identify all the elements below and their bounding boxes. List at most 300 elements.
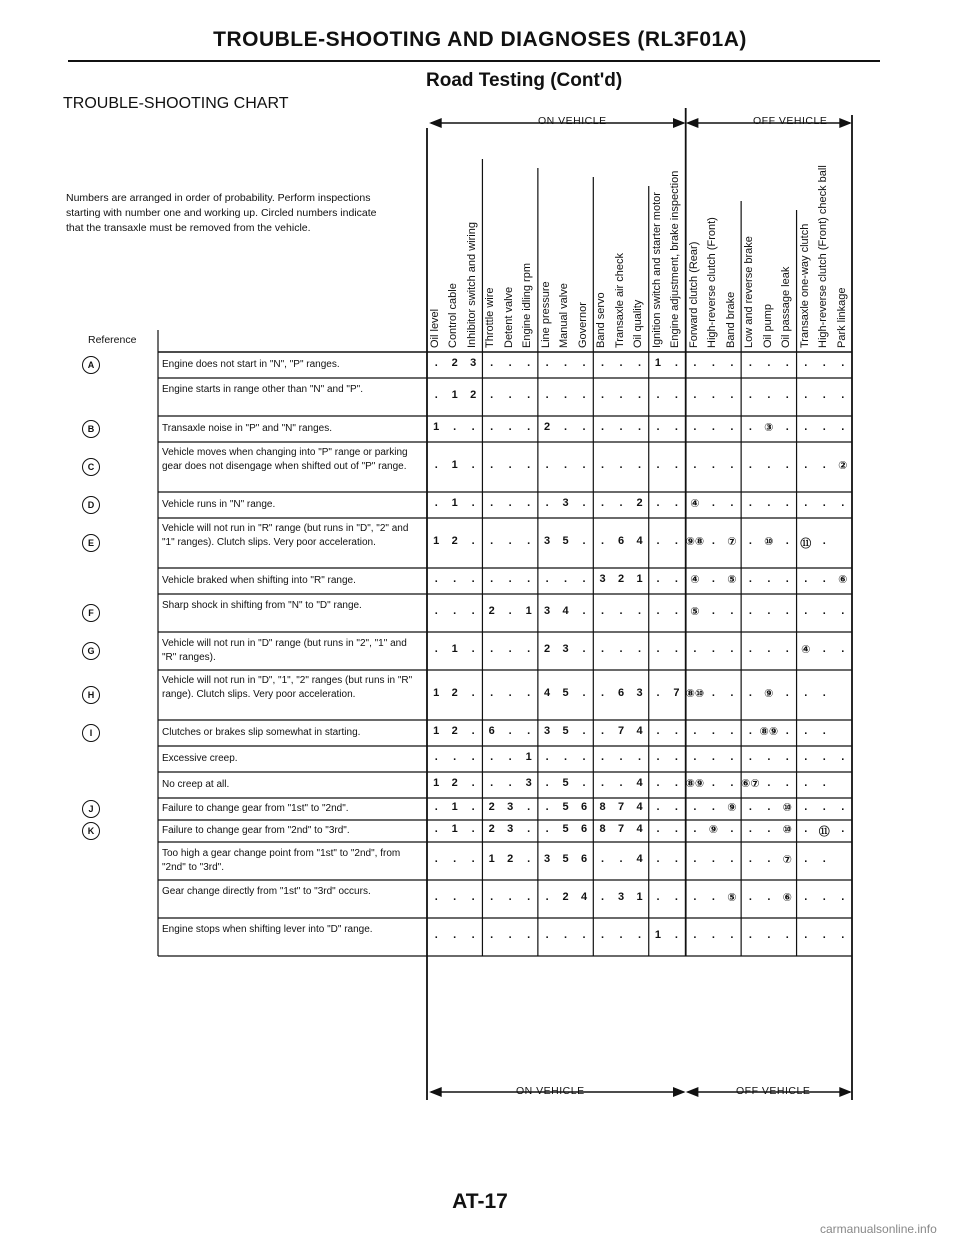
- table-cell: .: [545, 801, 549, 813]
- band-arrow-head: [431, 1088, 441, 1096]
- column-header: Manual valve: [558, 283, 571, 348]
- table-cell: .: [508, 573, 512, 585]
- table-cell: .: [748, 573, 752, 585]
- table-cell: .: [490, 459, 494, 471]
- table-cell: .: [527, 929, 531, 941]
- table-cell: .: [693, 929, 697, 941]
- table-cell: ⑤: [727, 892, 737, 904]
- table-cell: .: [471, 777, 475, 789]
- table-cell: 3: [544, 535, 551, 547]
- table-cell: .: [804, 605, 808, 617]
- table-cell: .: [564, 751, 568, 763]
- table-cell: .: [527, 687, 531, 699]
- table-cell: .: [822, 801, 826, 813]
- table-cell: 1: [451, 801, 458, 813]
- symptom-text: Gear change directly from "1st" to "3rd" occurs.: [162, 886, 371, 897]
- off-vehicle-band-bottom: OFF VEHICLE: [736, 1085, 811, 1097]
- table-cell: .: [490, 535, 494, 547]
- table-cell: .: [656, 891, 660, 903]
- table-cell: .: [434, 929, 438, 941]
- table-cell: .: [656, 725, 660, 737]
- table-cell: 3: [562, 643, 569, 655]
- table-cell: .: [730, 929, 734, 941]
- table-cell: .: [730, 853, 734, 865]
- symptom-text: Engine stops when shifting lever into "D" range.: [162, 924, 373, 935]
- column-header: Oil passage leak: [780, 266, 793, 348]
- table-cell: .: [453, 891, 457, 903]
- table-cell: .: [601, 459, 605, 471]
- table-cell: .: [674, 725, 678, 737]
- table-cell: .: [601, 687, 605, 699]
- table-cell: .: [841, 389, 845, 401]
- table-cell: 1: [488, 853, 495, 865]
- table-cell: .: [841, 497, 845, 509]
- table-cell: .: [804, 751, 808, 763]
- table-cell: .: [527, 725, 531, 737]
- table-cell: 6: [488, 725, 495, 737]
- row-reference-badge: F: [82, 604, 100, 622]
- table-cell: .: [434, 459, 438, 471]
- table-cell: .: [508, 421, 512, 433]
- table-cell: .: [693, 421, 697, 433]
- table-cell: .: [582, 421, 586, 433]
- table-cell: .: [471, 497, 475, 509]
- table-cell: .: [637, 751, 642, 763]
- table-cell: .: [711, 459, 715, 471]
- table-cell: .: [767, 605, 771, 617]
- table-cell: .: [674, 573, 678, 585]
- column-header: Detent valve: [502, 286, 515, 348]
- symptom-text: Vehicle runs in "N" range.: [162, 499, 276, 510]
- table-cell: .: [582, 725, 586, 737]
- table-cell: .: [582, 643, 586, 655]
- table-cell: .: [711, 573, 715, 585]
- table-cell: ④: [690, 574, 700, 586]
- table-cell: .: [785, 535, 789, 547]
- table-cell: .: [804, 823, 808, 835]
- table-cell: .: [711, 357, 715, 369]
- table-cell: .: [656, 801, 660, 813]
- table-cell: .: [822, 605, 826, 617]
- table-cell: .: [619, 421, 623, 433]
- band-arrow-head: [431, 119, 441, 127]
- column-header: Inhibitor switch and wiring: [465, 222, 478, 348]
- table-cell: .: [804, 929, 808, 941]
- table-cell: .: [656, 605, 660, 617]
- table-cell: 5: [562, 777, 569, 789]
- table-cell: .: [822, 777, 826, 789]
- table-cell: ③: [764, 422, 774, 434]
- table-cell: 7: [617, 725, 625, 737]
- table-cell: .: [527, 421, 531, 433]
- table-cell: .: [656, 777, 660, 789]
- table-cell: .: [674, 421, 678, 433]
- symptom-text: Vehicle braked when shifting into "R" range.: [162, 575, 356, 586]
- table-cell: .: [693, 459, 697, 471]
- on-vehicle-band-bottom: ON VEHICLE: [516, 1085, 585, 1097]
- table-cell: 1: [451, 823, 458, 835]
- table-cell: 5: [562, 801, 569, 813]
- table-cell: .: [471, 751, 475, 763]
- column-header: High-reverse clutch (Front) check ball: [817, 165, 830, 348]
- table-cell: .: [508, 777, 512, 789]
- table-cell: .: [582, 573, 586, 585]
- table-cell: .: [434, 853, 438, 865]
- table-cell: 6: [581, 853, 588, 865]
- table-cell: .: [637, 421, 642, 433]
- symptom-text: Engine does not start in "N", "P" ranges.: [162, 359, 340, 370]
- table-cell: .: [767, 751, 771, 763]
- table-cell: .: [490, 687, 494, 699]
- table-cell: .: [711, 801, 715, 813]
- table-cell: .: [822, 497, 826, 509]
- table-cell: 1: [433, 535, 440, 547]
- table-cell: .: [490, 421, 494, 433]
- table-cell: .: [637, 605, 642, 617]
- table-cell: .: [785, 459, 789, 471]
- table-cell: .: [490, 573, 494, 585]
- column-header: Control cable: [447, 283, 460, 348]
- table-cell: .: [693, 751, 697, 763]
- table-cell: 2: [544, 421, 551, 433]
- table-cell: .: [434, 891, 438, 903]
- column-header: Forward clutch (Rear): [687, 241, 700, 348]
- column-header: Oil level: [429, 308, 441, 348]
- table-cell: .: [748, 389, 752, 401]
- table-cell: .: [841, 801, 845, 813]
- table-cell: 5: [562, 823, 569, 835]
- table-cell: ⑧⑨: [685, 778, 705, 790]
- table-cell: .: [601, 421, 605, 433]
- table-cell: .: [822, 389, 826, 401]
- table-cell: .: [545, 929, 549, 941]
- row-reference-badge: B: [82, 420, 100, 438]
- table-cell: .: [434, 823, 438, 835]
- table-cell: .: [804, 389, 808, 401]
- table-cell: ②: [838, 460, 848, 472]
- table-cell: .: [508, 725, 512, 737]
- table-cell: .: [711, 497, 715, 509]
- symptom-text: Vehicle moves when changing into "P" range or parking gear does not disengage when shifted out of "P" range.: [162, 447, 408, 472]
- table-cell: .: [471, 605, 475, 617]
- table-cell: 1: [433, 777, 440, 789]
- table-cell: .: [804, 725, 808, 737]
- band-arrow-head: [674, 119, 684, 127]
- table-cell: 7: [617, 823, 625, 835]
- table-cell: .: [656, 853, 660, 865]
- symptom-text: Excessive creep.: [162, 753, 238, 764]
- table-cell: 4: [562, 605, 569, 617]
- table-cell: .: [767, 573, 771, 585]
- row-reference-badge: K: [82, 822, 100, 840]
- table-cell: ⑦: [782, 854, 792, 866]
- table-cell: ⑧⑩: [685, 688, 705, 700]
- table-cell: 3: [544, 605, 551, 617]
- row-reference-badge: A: [82, 356, 100, 374]
- table-cell: .: [601, 357, 605, 369]
- table-cell: .: [619, 751, 623, 763]
- table-cell: .: [730, 823, 734, 835]
- table-cell: .: [564, 459, 568, 471]
- table-cell: 3: [636, 687, 643, 699]
- table-cell: .: [767, 643, 771, 655]
- table-cell: .: [785, 687, 789, 699]
- table-cell: .: [434, 497, 438, 509]
- table-cell: 1: [451, 643, 458, 655]
- table-cell: .: [564, 421, 568, 433]
- table-cell: .: [582, 929, 586, 941]
- table-cell: .: [674, 929, 678, 941]
- table-cell: .: [804, 357, 808, 369]
- table-cell: .: [508, 891, 512, 903]
- table-cell: .: [841, 823, 845, 835]
- table-cell: .: [545, 357, 549, 369]
- table-cell: .: [804, 687, 808, 699]
- table-cell: .: [601, 535, 605, 547]
- page-header-title: TROUBLE-SHOOTING AND DIAGNOSES (RL3F01A): [213, 28, 747, 51]
- table-cell: .: [619, 605, 623, 617]
- table-cell: .: [564, 573, 568, 585]
- table-cell: .: [637, 389, 642, 401]
- column-header: Band servo: [595, 292, 608, 348]
- table-cell: .: [785, 605, 789, 617]
- table-cell: .: [693, 823, 697, 835]
- table-cell: 1: [451, 389, 458, 401]
- table-cell: .: [527, 497, 531, 509]
- table-cell: .: [508, 929, 512, 941]
- table-cell: .: [527, 573, 531, 585]
- table-cell: 4: [636, 801, 643, 813]
- table-cell: 2: [451, 357, 458, 369]
- table-cell: .: [434, 357, 438, 369]
- table-cell: ⑧⑨: [759, 726, 779, 738]
- band-arrow-head: [840, 119, 850, 127]
- table-cell: 4: [544, 687, 551, 699]
- chart-title: TROUBLE-SHOOTING CHART: [63, 95, 289, 112]
- table-cell: .: [453, 421, 457, 433]
- table-cell: .: [748, 891, 752, 903]
- table-cell: .: [785, 751, 789, 763]
- symptom-text: Failure to change gear from "2nd" to "3rd".: [162, 825, 350, 836]
- table-cell: .: [656, 389, 660, 401]
- band-arrow-head: [688, 1088, 698, 1096]
- reference-label: Reference: [88, 334, 137, 346]
- table-cell: 6: [617, 535, 625, 547]
- row-reference-badge: G: [82, 642, 100, 660]
- on-vehicle-band-top: ON VEHICLE: [538, 115, 607, 127]
- table-cell: .: [674, 823, 678, 835]
- column-header: Engine adjustment, brake inspection: [669, 170, 682, 348]
- table-cell: .: [508, 535, 512, 547]
- table-cell: 2: [451, 535, 458, 547]
- table-cell: .: [711, 751, 715, 763]
- table-cell: .: [453, 853, 457, 865]
- table-cell: ⑥: [838, 574, 848, 586]
- table-cell: .: [767, 777, 771, 789]
- table-cell: 1: [654, 357, 662, 369]
- symptom-text: Vehicle will not run in "D", "1", "2" ranges (but runs in "R" range). Clutch slips. Very poor acceleration.: [162, 675, 413, 700]
- table-cell: ⑪: [818, 826, 830, 838]
- table-cell: .: [711, 929, 715, 941]
- table-cell: .: [674, 801, 678, 813]
- table-cell: .: [822, 573, 826, 585]
- table-cell: .: [564, 929, 568, 941]
- table-cell: .: [730, 497, 734, 509]
- table-cell: .: [601, 929, 605, 941]
- table-cell: 3: [599, 573, 606, 585]
- column-header: Throttle wire: [484, 287, 497, 348]
- table-cell: 5: [562, 535, 569, 547]
- table-cell: .: [527, 459, 531, 471]
- table-cell: .: [490, 777, 494, 789]
- table-cell: .: [453, 605, 457, 617]
- table-cell: 1: [451, 459, 458, 471]
- table-cell: .: [656, 421, 660, 433]
- table-cell: .: [490, 891, 494, 903]
- table-cell: .: [841, 421, 845, 433]
- table-cell: .: [490, 751, 494, 763]
- table-cell: .: [748, 823, 752, 835]
- table-cell: 7: [673, 687, 680, 699]
- table-cell: .: [711, 535, 715, 547]
- table-cell: .: [508, 643, 512, 655]
- table-cell: .: [508, 357, 512, 369]
- table-cell: .: [471, 891, 475, 903]
- symptom-text: Too high a gear change point from "1st" to "2nd", from "2nd" to "3rd".: [162, 848, 401, 873]
- table-cell: .: [822, 725, 826, 737]
- table-cell: .: [841, 929, 845, 941]
- table-cell: 6: [617, 687, 625, 699]
- table-cell: .: [693, 891, 697, 903]
- table-cell: .: [785, 573, 789, 585]
- table-cell: .: [601, 725, 605, 737]
- row-reference-badge: I: [82, 724, 100, 742]
- table-cell: .: [656, 573, 660, 585]
- row-reference-badge: H: [82, 686, 100, 704]
- column-header: Transaxle one-way clutch: [798, 223, 811, 348]
- table-cell: .: [637, 643, 642, 655]
- table-cell: .: [471, 801, 475, 813]
- table-cell: .: [674, 535, 678, 547]
- table-cell: 4: [636, 725, 643, 737]
- table-cell: .: [730, 389, 734, 401]
- table-cell: ⑪: [800, 538, 812, 550]
- table-cell: .: [674, 459, 678, 471]
- table-cell: .: [767, 891, 771, 903]
- table-cell: ④: [690, 498, 700, 510]
- table-cell: .: [453, 751, 457, 763]
- table-cell: 4: [636, 853, 643, 865]
- table-cell: .: [508, 389, 512, 401]
- table-cell: .: [822, 751, 826, 763]
- table-cell: 2: [507, 853, 514, 865]
- table-cell: .: [508, 497, 512, 509]
- table-cell: 2: [488, 801, 495, 813]
- table-cell: 3: [507, 801, 514, 813]
- column-header: Transaxle air check: [613, 253, 626, 348]
- table-cell: 1: [433, 687, 440, 699]
- table-cell: .: [804, 801, 808, 813]
- table-cell: .: [748, 357, 752, 369]
- table-cell: .: [601, 389, 605, 401]
- table-cell: .: [637, 929, 642, 941]
- table-cell: .: [804, 459, 808, 471]
- table-cell: .: [508, 687, 512, 699]
- table-cell: .: [601, 751, 605, 763]
- table-cell: .: [637, 357, 642, 369]
- table-cell: .: [582, 751, 586, 763]
- column-header: Low and reverse brake: [743, 236, 756, 348]
- table-cell: 6: [581, 823, 588, 835]
- table-cell: .: [693, 389, 697, 401]
- table-cell: .: [804, 497, 808, 509]
- table-cell: .: [822, 891, 826, 903]
- table-cell: .: [748, 751, 752, 763]
- table-cell: .: [841, 357, 845, 369]
- table-cell: .: [434, 605, 438, 617]
- table-cell: .: [767, 801, 771, 813]
- table-cell: .: [711, 643, 715, 655]
- table-cell: 2: [488, 823, 495, 835]
- column-header: Band brake: [724, 291, 737, 348]
- table-cell: 3: [544, 725, 551, 737]
- table-cell: .: [693, 643, 697, 655]
- table-cell: .: [582, 497, 586, 509]
- table-cell: .: [841, 891, 845, 903]
- table-cell: 2: [544, 643, 551, 655]
- table-cell: .: [545, 751, 549, 763]
- table-cell: ⑩: [782, 802, 792, 814]
- table-cell: .: [748, 643, 752, 655]
- table-cell: .: [619, 459, 623, 471]
- table-cell: .: [656, 497, 660, 509]
- table-cell: .: [508, 605, 512, 617]
- table-cell: .: [545, 389, 549, 401]
- table-cell: .: [785, 725, 789, 737]
- table-cell: .: [711, 777, 715, 789]
- table-cell: 8: [599, 823, 606, 835]
- table-cell: .: [582, 687, 586, 699]
- table-cell: .: [748, 497, 752, 509]
- table-cell: ⑨: [727, 802, 737, 814]
- table-cell: 2: [562, 891, 569, 903]
- table-cell: .: [711, 421, 715, 433]
- table-cell: .: [471, 687, 475, 699]
- table-cell: .: [730, 687, 734, 699]
- row-reference-badge: C: [82, 458, 100, 476]
- table-cell: .: [508, 459, 512, 471]
- band-arrow-head: [688, 119, 698, 127]
- intro-note: Numbers are arranged in order of probability. Perform inspections starting with number one and working up. Circled numbers indicate that the transaxle must be removed from the vehicle.: [66, 192, 377, 234]
- table-cell: .: [785, 421, 789, 433]
- table-cell: .: [619, 357, 623, 369]
- table-cell: ⑨: [708, 824, 719, 836]
- table-cell: .: [804, 853, 808, 865]
- table-cell: .: [619, 777, 623, 789]
- table-cell: .: [656, 643, 660, 655]
- table-cell: 2: [617, 573, 625, 585]
- table-cell: 5: [562, 687, 569, 699]
- table-cell: .: [804, 891, 808, 903]
- table-cell: 2: [451, 687, 458, 699]
- table-cell: 3: [470, 357, 477, 369]
- table-cell: .: [508, 751, 512, 763]
- table-cell: .: [748, 687, 752, 699]
- symptom-text: Vehicle will not run in "D" range (but runs in "2", "1" and "R" ranges).: [162, 638, 407, 663]
- table-cell: 2: [488, 605, 495, 617]
- table-cell: .: [748, 605, 752, 617]
- table-cell: .: [674, 497, 678, 509]
